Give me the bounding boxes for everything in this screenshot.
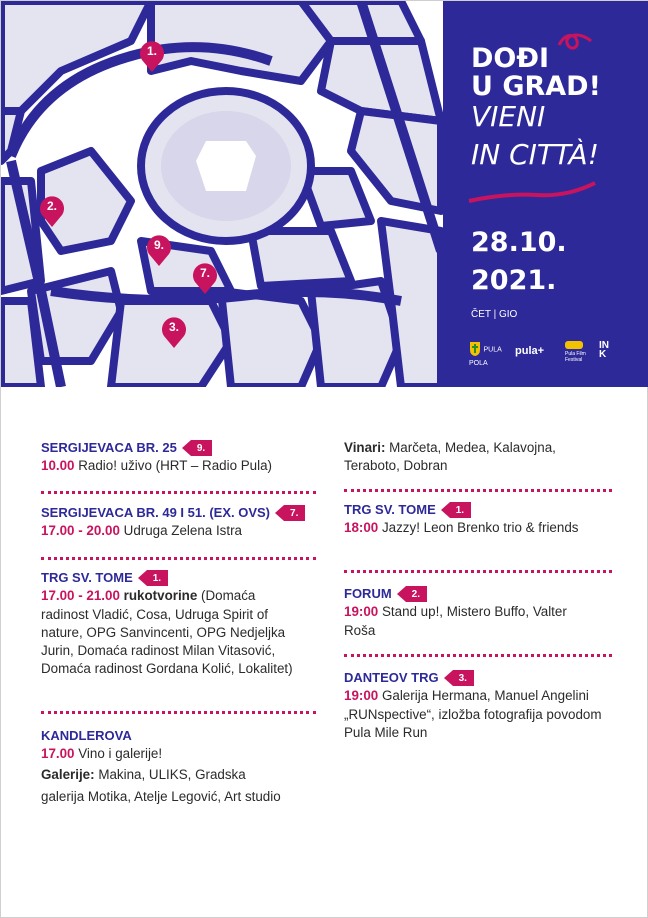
event-time: 17.00 - 21.00 [41,588,120,604]
location-tag[interactable]: 2. [406,586,427,602]
date-day-month: 28.10. [471,227,567,258]
event-text: Radio! uživo (HRT – Radio Pula) [74,458,272,474]
event-danteov-trg [344,669,606,742]
subtitle-line-1: VIENI [471,100,546,133]
location-tag[interactable]: 9. [191,440,212,456]
galleries-label: Galerije: [41,766,95,782]
event-time: 19:00 [344,688,379,704]
event-text: Vino i galerije! [74,746,163,762]
event-time: 10.00 [41,458,75,474]
place-heading: FORUM [344,586,392,601]
galleries-text: Makina, ULIKS, Gradska galerija Motika, Atelje Legović, Art studio [41,766,281,804]
divider [344,654,612,657]
title-line-1: DOĐI [471,43,550,74]
place-heading: KANDLEROVA [41,728,132,743]
event-forum [344,585,594,640]
event-time: 18:00 [344,520,379,536]
event-time: 19:00 [344,604,379,620]
event-kandlerova [41,727,281,808]
event-trg-sv-tome-jazz [344,501,594,538]
event-bold-text: rukotvorine [119,588,198,604]
event-time: 17.00 [41,746,75,762]
map-pin-label: 7. [199,266,210,280]
subtitle-line-2: IN CITTÀ! [471,138,599,171]
location-tag[interactable]: 1. [450,502,471,518]
map-pin-3[interactable] [161,317,187,343]
date-year: 2021. [471,265,557,296]
place-heading: SERGIJEVACA BR. 25 [41,440,177,455]
street-map-graphic [1,1,445,387]
pula-city-logo: PULA POLA [469,341,511,367]
map-pin-label: 9. [153,238,164,252]
location-tag[interactable]: 7. [284,505,305,521]
event-sergijevaca-49-51 [41,504,321,541]
vinari-block [344,439,594,476]
title-line-2: U GRAD! [471,71,601,102]
event-text: Stand up!, Mistero Buffo, Valter Roša [344,604,567,638]
divider [41,711,316,714]
city-map [1,1,445,387]
place-heading: SERGIJEVACA BR. 49 I 51. (EX. OVS) [41,505,271,520]
map-pin-1[interactable] [139,41,165,67]
event-text: Jazzy! Leon Brenko trio & friends [378,520,579,536]
location-tag[interactable]: 1. [147,570,168,586]
location-tag[interactable]: 3. [453,670,474,686]
weekday: ČET | GIO [471,309,518,320]
event-text: Udruga Zelena Istra [119,523,242,539]
vinari-text: Marčeta, Medea, Kalavojna, Teraboto, Dobran [344,440,556,474]
divider [41,557,316,560]
vinari-label: Vinari: [344,440,386,455]
swash-underline [467,177,597,207]
event-trg-sv-tome-crafts [41,569,303,679]
map-pin-label: 2. [46,199,57,213]
map-pin-label: 1. [146,44,157,58]
event-text: Galerija Hermana, Manuel Angelini „RUNspective“, izložba fotografija povodom Pula Mile Run [344,688,602,740]
pula-film-festival-logo: Pula Film Festival [565,341,589,363]
event-time: 17.00 - 20.00 [41,523,120,539]
divider [344,489,612,492]
event-sergijevaca-25 [41,439,311,476]
ribbon-icon [555,29,595,55]
place-heading: DANTEOV TRG [344,670,439,685]
pula-plus-logo: pula+ [515,345,545,357]
map-pin-2[interactable] [39,196,65,222]
map-pin-label: 3. [168,320,179,334]
map-pin-9[interactable] [146,235,172,261]
divider [41,491,316,494]
map-pin-7[interactable] [192,263,218,289]
ink-logo: INK [599,340,609,360]
place-heading: TRG SV. TOME [344,502,436,517]
place-heading: TRG SV. TOME [41,570,133,585]
event-text: (Domaća radinost Vladić, Cosa, Udruga Spirit of nature, OPG Sanvincenti, OPG Nedjeljka Jurin, Domaća radinost Milan Vitasović, Domaća radinost Gordana Kolić, Lokalitet) [41,588,293,677]
event-banner [443,1,648,387]
divider [344,570,612,573]
